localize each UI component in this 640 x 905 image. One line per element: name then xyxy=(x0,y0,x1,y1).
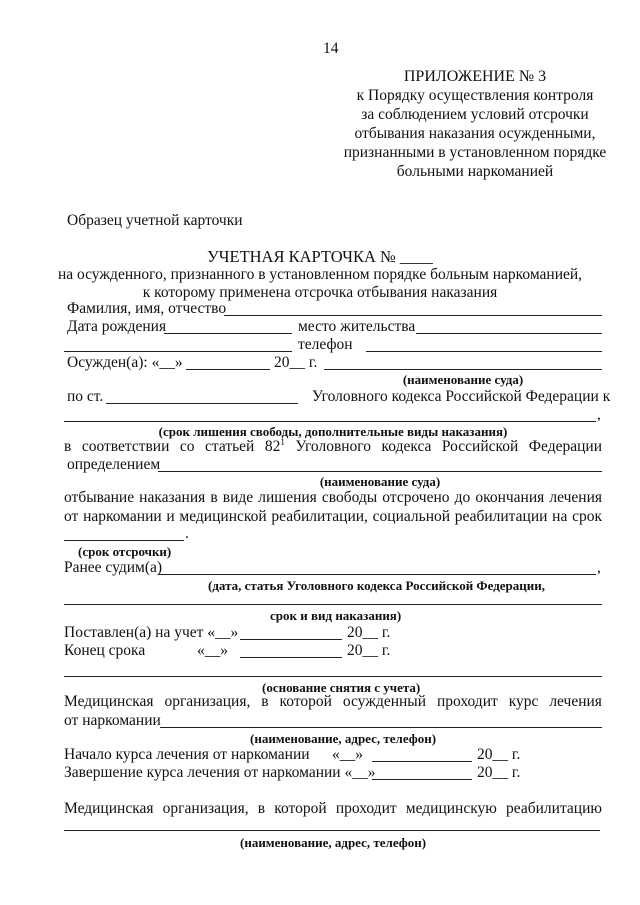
word: Медицинская xyxy=(64,693,154,710)
phone-field[interactable] xyxy=(366,351,602,352)
residence-field[interactable] xyxy=(416,333,602,334)
term-caption: (срок лишения свободы, дополнительные виды наказания) xyxy=(158,424,508,439)
article-suffix: Уголовного кодекса Российской Федерации к xyxy=(312,388,611,405)
card-subtitle: к которому применена отсрочка отбывания наказания xyxy=(142,284,498,301)
ruling-label: определением xyxy=(67,456,161,473)
article-number: $82^1$ xyxy=(264,437,285,455)
med-org-line xyxy=(64,693,602,711)
treatment-end-year: 20__ г. xyxy=(477,764,521,781)
full-name-label: Фамилия, имя, отчество xyxy=(67,300,227,317)
prior-caption: (дата, статья Уголовного кодекса Российской Федерации, xyxy=(208,578,545,593)
deferral-line: от наркомании и медицинской реабилитации, социальной реабилитации на срок xyxy=(64,508,602,525)
word: организация, xyxy=(164,693,251,710)
term-end-year: 20__ г. xyxy=(347,642,391,659)
word: организация, xyxy=(162,800,249,817)
full-name-field[interactable] xyxy=(224,315,602,316)
card-subtitle: на осужденного, признанного в установленном порядке больным наркоманией, xyxy=(57,266,583,283)
prior-label: Ранее судим(а) xyxy=(64,559,163,576)
rehab-org-caption: (наименование, адрес, телефон) xyxy=(240,835,427,850)
residence-field-cont[interactable] xyxy=(64,351,292,352)
rehab-org-line xyxy=(64,800,602,818)
word: со xyxy=(179,438,195,455)
convicted-label: Осужден(а): «__» xyxy=(67,354,183,371)
treatment-end-label: Завершение курса лечения от наркомании «__» xyxy=(64,764,376,781)
med-org-cont: от наркомании xyxy=(64,712,161,729)
appendix-title: ПРИЛОЖЕНИЕ № 3 xyxy=(403,68,547,85)
deregister-caption: (основание снятия с учета) xyxy=(262,680,421,695)
birth-date-field[interactable] xyxy=(164,333,292,334)
birth-date-label: Дата рождения xyxy=(67,318,167,335)
court-name-caption: (наименование суда) xyxy=(402,372,524,387)
term-end-label: Конец срока xyxy=(64,642,146,659)
term-comma: , xyxy=(597,406,601,423)
med-org-field[interactable] xyxy=(160,727,602,728)
appendix-line: отбывания наказания осужденными, xyxy=(354,125,596,142)
word: в xyxy=(261,693,269,710)
prior-field-cont[interactable] xyxy=(64,604,602,605)
word: Федерации xyxy=(528,438,602,455)
page-number: 14 xyxy=(323,40,339,57)
word: в xyxy=(64,438,72,455)
term-field[interactable] xyxy=(64,421,596,422)
convicted-year: 20__ г. xyxy=(274,354,318,371)
term-end-day: «__» xyxy=(197,642,228,659)
phone-label: телефон xyxy=(298,336,353,353)
treatment-end-month-field[interactable] xyxy=(372,779,472,780)
registered-label: Поставлен(а) на учет «__» xyxy=(64,624,239,641)
prior-caption-cont: срок и вид наказания) xyxy=(270,608,402,623)
word: медицинскую xyxy=(405,800,497,817)
treatment-start-month-field[interactable] xyxy=(372,761,472,762)
accordance-line xyxy=(64,438,602,456)
term-end-month-field[interactable] xyxy=(240,657,342,658)
ruling-court-field[interactable] xyxy=(158,471,602,472)
article-field[interactable] xyxy=(106,403,298,404)
word: Медицинская xyxy=(64,800,154,817)
word: проходит xyxy=(436,693,498,710)
word: кодекса xyxy=(381,438,432,455)
word: лечения xyxy=(549,693,602,710)
deferral-period-dot: . xyxy=(185,525,189,542)
convicted-month-field[interactable] xyxy=(186,369,270,370)
registered-month-field[interactable] xyxy=(240,639,342,640)
word: курс xyxy=(508,693,539,710)
card-title: УЧЕТНАЯ КАРТОЧКА № ____ xyxy=(207,247,433,266)
word: Уголовного xyxy=(295,438,372,455)
registered-year: 20__ г. xyxy=(347,624,391,641)
word: Российской xyxy=(441,438,519,455)
appendix-line: за соблюдением условий отсрочки xyxy=(361,106,589,123)
word: статьей xyxy=(205,438,255,455)
med-org-caption: (наименование, адрес, телефон) xyxy=(250,731,437,746)
deregister-field[interactable] xyxy=(64,676,602,677)
treatment-start-label: Начало курса лечения от наркомании xyxy=(64,746,310,763)
word: в xyxy=(257,800,266,817)
residence-label: место жительства xyxy=(298,318,416,335)
appendix-line: признанными в установленном порядке xyxy=(343,144,607,161)
word: которой xyxy=(274,800,327,817)
deferral-line: отбывание наказания в виде лишения свободы отсрочено до окончания лечения xyxy=(64,489,602,506)
word: проходит xyxy=(335,800,397,817)
word: реабилитацию xyxy=(506,800,602,817)
appendix-line: к Порядку осуществления контроля xyxy=(356,87,594,104)
article-prefix: по ст. xyxy=(67,388,104,405)
deferral-period-field[interactable] xyxy=(64,540,184,541)
treatment-start-day: «__» xyxy=(332,746,363,763)
word: соответствии xyxy=(81,438,170,455)
prior-field[interactable] xyxy=(158,574,596,575)
word: осужденный xyxy=(342,693,427,710)
deferral-caption: (срок отсрочки) xyxy=(78,544,172,559)
treatment-start-year: 20__ г. xyxy=(477,746,521,763)
rehab-org-field[interactable] xyxy=(64,830,600,831)
word: которой xyxy=(279,693,332,710)
ruling-caption: (наименование суда) xyxy=(319,474,441,489)
court-name-field[interactable] xyxy=(324,369,602,370)
appendix-line: больными наркоманией xyxy=(396,163,554,180)
prior-comma: , xyxy=(597,559,601,576)
sample-label: Образец учетной карточки xyxy=(67,212,243,229)
